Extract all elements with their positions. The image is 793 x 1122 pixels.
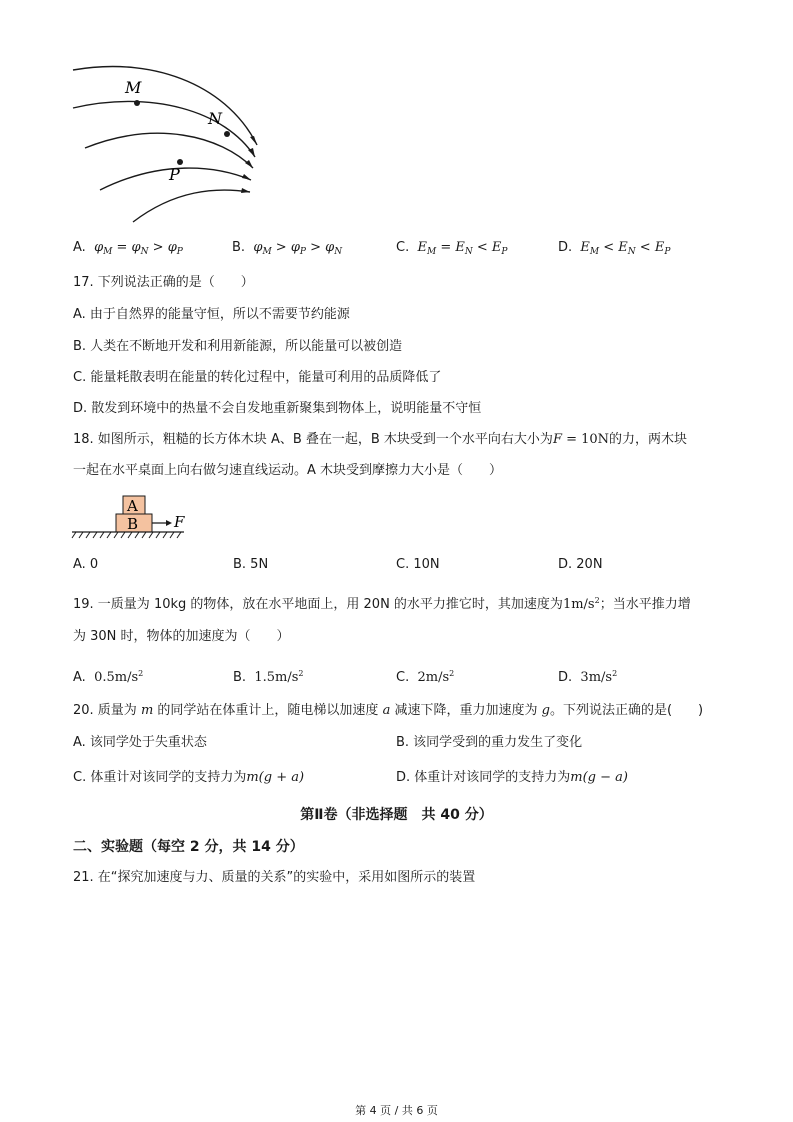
field-line-5 — [133, 190, 250, 222]
q19-stem-line1 — [73, 591, 691, 615]
q19-option-d-letter: D. — [558, 670, 573, 685]
label-n: N — [208, 109, 222, 128]
q16-option-c-letter: C. — [396, 240, 410, 255]
q20-option-c — [73, 768, 304, 788]
q16-option-b — [232, 238, 342, 262]
point-m — [134, 100, 140, 106]
q19-stem-line1-b: ；当水平推力增 — [599, 597, 691, 612]
q19-option-c-letter: C. — [396, 670, 410, 685]
q20-option-d-formula: m(g − a) — [570, 770, 628, 785]
field-lines-figure — [65, 60, 270, 228]
q16-option-d-letter: D. — [558, 240, 573, 255]
q20-stem-c: 减速下降，重力加速度为 — [394, 703, 538, 718]
field-line-3 — [85, 133, 253, 168]
q18-option-c: C. 10N — [396, 557, 440, 572]
label-m: M — [125, 78, 142, 97]
q20-stem — [73, 701, 703, 721]
q20-accel-symbol: a — [382, 703, 391, 718]
q19-option-a-letter: A. — [73, 670, 86, 685]
q16-option-a — [73, 238, 183, 262]
q18-stem-line2: 一起在水平桌面上向右做匀速直线运动。A 木块受到摩擦力大小是（ ） — [73, 463, 503, 478]
q18-option-d: D. 20N — [558, 557, 603, 572]
q16-option-c-formula: $E_M = E_N < E_P$ — [417, 240, 508, 257]
force-arrowhead — [166, 520, 172, 526]
q17-option-c: C. 能量耗散表明在能量的转化过程中，能量可利用的品质降低了 — [73, 370, 442, 385]
blocks-figure — [70, 494, 195, 540]
q20-option-c-formula: m(g + a) — [246, 770, 305, 785]
q20-stem-b: 的同学站在体重计上，随电梯以加速度 — [157, 703, 379, 718]
q17-option-a: A. 由于自然界的能量守恒，所以不需要节约能源 — [73, 307, 350, 322]
q20-option-b: B. 该同学受到的重力发生了变化 — [396, 735, 583, 750]
q19-option-a-value: $0.5m/s^2$ — [94, 669, 144, 685]
arrowhead-1 — [250, 136, 257, 145]
q16-option-a-formula: $\varphi_M = \varphi_N > \varphi_P$ — [94, 240, 183, 257]
q19-option-b — [233, 664, 303, 688]
q19-option-d — [558, 664, 617, 688]
q18-force-value: F = 10N — [552, 432, 610, 447]
q16-option-b-letter: B. — [232, 240, 246, 255]
q19-option-b-letter: B. — [233, 670, 247, 685]
block-a-label: A — [127, 497, 138, 515]
q16-option-a-letter: A. — [73, 240, 86, 255]
q20-stem-d: 。下列说法正确的是( ) — [549, 703, 704, 718]
q19-option-c-value: $2m/s^2$ — [417, 669, 455, 685]
label-p: P — [169, 165, 180, 184]
q19-option-b-value: $1.5m/s^2$ — [254, 669, 304, 685]
q17-option-b: B. 人类在不断地开发和利用新能源，所以能量可以被创造 — [73, 339, 403, 354]
q20-option-a: A. 该同学处于失重状态 — [73, 735, 207, 750]
q18-stem-line1-a: 18. 如图所示，粗糙的长方体木块 A、B 叠在一起，B 木块受到一个水平向右大小为 — [73, 432, 553, 447]
q20-option-c-text: C. 体重计对该同学的支持力为 — [73, 770, 247, 785]
point-n — [224, 131, 230, 137]
q19-option-c — [396, 664, 454, 688]
q18-stem-line1 — [73, 430, 687, 450]
q16-option-d — [558, 238, 670, 262]
q20-gravity-symbol: g — [541, 703, 550, 718]
q20-stem-a: 20. 质量为 — [73, 703, 137, 718]
q20-mass-symbol: m — [140, 703, 154, 718]
q19-option-d-value: $3m/s^2$ — [580, 669, 618, 685]
q19-stem-line2: 为 30N 时，物体的加速度为（ ） — [73, 629, 290, 644]
q16-option-d-formula: $E_M < E_N < E_P$ — [580, 240, 671, 257]
section2-heading: 二、实验题（每空 2 分，共 14 分） — [73, 839, 304, 855]
q18-option-b: B. 5N — [233, 557, 269, 572]
q21-stem: 21. 在“探究加速度与力、质量的关系”的实验中，采用如图所示的装置 — [73, 870, 476, 885]
q19-option-a — [73, 664, 143, 688]
q17-stem: 17. 下列说法正确的是（ ） — [73, 275, 254, 290]
q20-option-d — [396, 768, 628, 788]
arrowhead-4 — [242, 174, 251, 180]
q18-option-a: A. 0 — [73, 557, 99, 572]
q20-option-d-text: D. 体重计对该同学的支持力为 — [396, 770, 571, 785]
block-b-label: B — [127, 515, 139, 533]
part2-heading: 第Ⅱ卷（非选择题 共 40 分） — [300, 807, 493, 823]
q18-stem-line1-b: 的力，两木块 — [609, 432, 688, 447]
q16-option-b-formula: $\varphi_M > \varphi_P > \varphi_N$ — [253, 240, 343, 257]
q19-stem-line1-a: 19. 一质量为 10kg 的物体，放在水平地面上，用 20N 的水平力推它时，其加速度为 — [73, 597, 563, 612]
q17-option-d: D. 散发到环境中的热量不会自发地重新聚集到物体上，说明能量不守恒 — [73, 401, 482, 416]
force-label: F — [174, 513, 185, 531]
q19-accel-value: $1m/s^2$ — [562, 596, 600, 612]
page-footer: 第 4 页 / 共 6 页 — [355, 1104, 438, 1117]
q16-option-c — [396, 238, 507, 262]
